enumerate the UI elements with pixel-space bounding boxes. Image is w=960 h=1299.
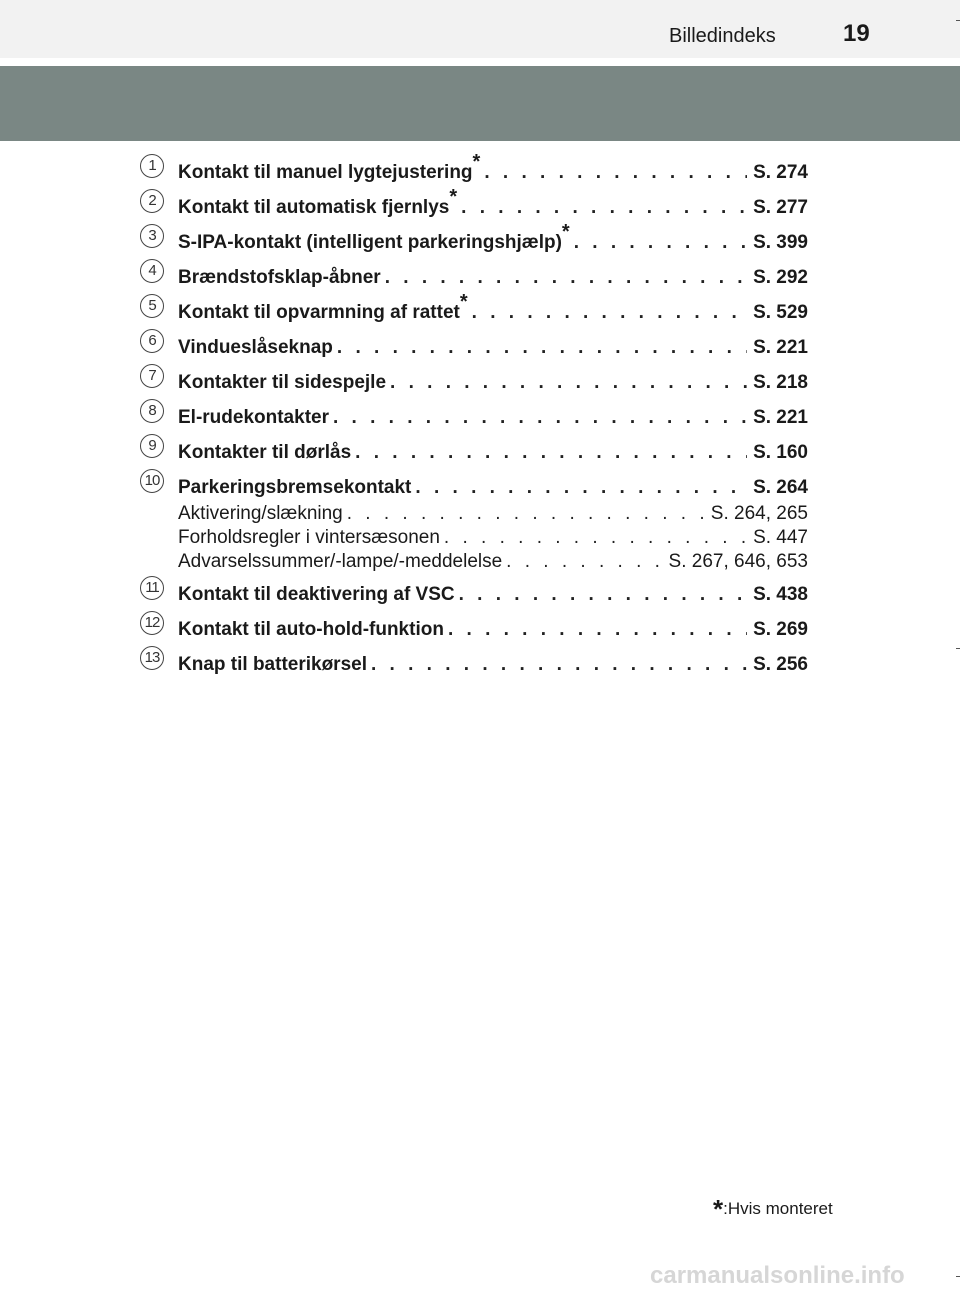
item-number-badge [140, 294, 178, 318]
dot-leader [355, 440, 747, 466]
dot-leader [484, 160, 747, 186]
crop-mark [956, 648, 960, 649]
footnote-text: :Hvis monteret [723, 1199, 833, 1218]
item-page-ref[interactable]: S. 218 [753, 372, 808, 393]
index-entry [140, 611, 808, 640]
item-label [178, 475, 411, 501]
item-number-badge [140, 469, 178, 493]
item-page-ref[interactable]: S. 256 [753, 654, 808, 675]
item-number: 8 [140, 399, 164, 423]
dot-leader [472, 300, 747, 326]
section-title: Billedindeks [669, 25, 776, 47]
index-entry [140, 399, 808, 428]
dot-leader [415, 475, 747, 501]
dot-leader [371, 652, 747, 678]
page-number: 19 [843, 20, 870, 47]
item-page-ref[interactable]: S. 438 [753, 584, 808, 605]
item-number: 7 [140, 364, 164, 388]
sub-label: Aktivering/slækning [178, 503, 343, 524]
sub-page-ref[interactable]: S. 447 [753, 527, 808, 548]
item-label [178, 185, 458, 221]
footnote [713, 1190, 833, 1224]
item-number: 6 [140, 329, 164, 353]
item-number: 2 [140, 189, 164, 213]
item-page-ref[interactable]: S. 269 [753, 619, 808, 640]
item-label-text: S-IPA-kontakt (intelligent parkeringshjælp) [178, 232, 562, 253]
optional-star: * [449, 185, 458, 208]
item-page-ref[interactable]: S. 292 [753, 267, 808, 288]
dot-leader [337, 335, 747, 361]
item-label [178, 405, 329, 431]
index-entry [140, 646, 808, 675]
item-label [178, 335, 333, 361]
sub-label: Advarselssummer/-lampe/-meddelelse [178, 551, 503, 572]
item-label-text: Kontakt til manuel lygtejustering [178, 162, 473, 183]
item-label [178, 617, 444, 643]
dot-leader [506, 550, 662, 574]
index-row[interactable] [140, 469, 808, 498]
item-label-text: Kontakter til sidespejle [178, 372, 387, 393]
item-number-badge [140, 224, 178, 248]
index-row[interactable] [140, 611, 808, 640]
crop-mark [956, 20, 960, 21]
optional-star: * [459, 290, 468, 313]
item-label [178, 652, 367, 678]
item-number: 10 [140, 469, 164, 493]
header-banner [0, 66, 960, 141]
dot-leader [347, 502, 705, 526]
index-entry [140, 469, 808, 572]
item-number: 9 [140, 434, 164, 458]
index-row[interactable] [140, 150, 808, 183]
item-number: 11 [140, 576, 164, 600]
dot-leader [390, 370, 747, 396]
item-label-text: Kontakt til automatisk fjernlys [178, 197, 450, 218]
index-row[interactable] [140, 399, 808, 428]
dot-leader [333, 405, 747, 431]
index-entry [140, 364, 808, 393]
watermark: carmanualsonline.info [650, 1262, 905, 1289]
item-label-text: Brændstofsklap-åbner [178, 267, 381, 288]
item-label [178, 582, 455, 608]
index-row[interactable] [140, 434, 808, 463]
dot-leader [444, 526, 747, 550]
item-page-ref[interactable]: S. 529 [753, 302, 808, 323]
index-row[interactable] [140, 290, 808, 323]
index-entry [140, 290, 808, 323]
item-number-badge [140, 364, 178, 388]
item-number-badge [140, 434, 178, 458]
item-label [178, 440, 351, 466]
item-number: 3 [140, 224, 164, 248]
item-number: 1 [140, 154, 164, 178]
item-number-badge [140, 154, 178, 178]
page-header [0, 0, 960, 58]
index-entry [140, 434, 808, 463]
item-number: 4 [140, 259, 164, 283]
sub-page-ref[interactable]: S. 264, 265 [710, 503, 808, 524]
optional-star: * [472, 150, 481, 173]
item-label-text: Vindueslåseknap [178, 337, 333, 358]
sub-label: Forholdsregler i vintersæsonen [178, 527, 440, 548]
index-entry [140, 150, 808, 183]
item-number-badge [140, 329, 178, 353]
item-page-ref[interactable]: S. 160 [753, 442, 808, 463]
index-row[interactable] [140, 185, 808, 218]
item-number-badge [140, 576, 178, 600]
item-label [178, 290, 468, 326]
item-label-text: Kontakt til auto-hold-funktion [178, 619, 444, 640]
index-row[interactable] [140, 576, 808, 605]
index-entry [140, 185, 808, 218]
item-label [178, 265, 381, 291]
crop-mark [956, 1276, 960, 1277]
index-row[interactable] [140, 259, 808, 288]
item-number: 13 [140, 646, 164, 670]
sub-page-ref[interactable]: S. 267, 646, 653 [668, 551, 808, 572]
item-number: 5 [140, 294, 164, 318]
index-row[interactable] [140, 220, 808, 253]
dot-leader [385, 265, 747, 291]
item-page-ref[interactable]: S. 264 [753, 477, 808, 498]
index-entry [140, 576, 808, 605]
item-page-ref[interactable]: S. 274 [753, 162, 808, 183]
item-number-badge [140, 399, 178, 423]
dot-leader [459, 582, 747, 608]
index-list [140, 150, 808, 681]
item-label [178, 150, 481, 186]
item-label-text: Kontakt til opvarmning af rattet [178, 302, 460, 323]
item-label-text: Parkeringsbremsekontakt [178, 477, 412, 498]
footnote-star: * [713, 1194, 724, 1224]
item-label-text: Kontakter til dørlås [178, 442, 352, 463]
dot-leader [574, 230, 747, 256]
item-number-badge [140, 189, 178, 213]
item-page-ref[interactable]: S. 399 [753, 232, 808, 253]
item-label-text: Knap til batterikørsel [178, 654, 367, 675]
index-entry [140, 329, 808, 358]
index-entry [140, 259, 808, 288]
item-number-badge [140, 611, 178, 635]
optional-star: * [561, 220, 570, 243]
item-number-badge [140, 259, 178, 283]
item-number: 12 [140, 611, 164, 635]
index-row[interactable] [140, 329, 808, 358]
item-page-ref[interactable]: S. 221 [753, 407, 808, 428]
dot-leader [461, 195, 747, 221]
item-label [178, 220, 570, 256]
item-number-badge [140, 646, 178, 670]
index-row[interactable] [140, 646, 808, 675]
index-entry [140, 220, 808, 253]
item-label-text: Kontakt til deaktivering af VSC [178, 584, 455, 605]
item-label-text: El-rudekontakter [178, 407, 329, 428]
item-page-ref[interactable]: S. 221 [753, 337, 808, 358]
index-row[interactable] [140, 364, 808, 393]
item-page-ref[interactable]: S. 277 [753, 197, 808, 218]
item-label [178, 370, 386, 396]
dot-leader [448, 617, 747, 643]
